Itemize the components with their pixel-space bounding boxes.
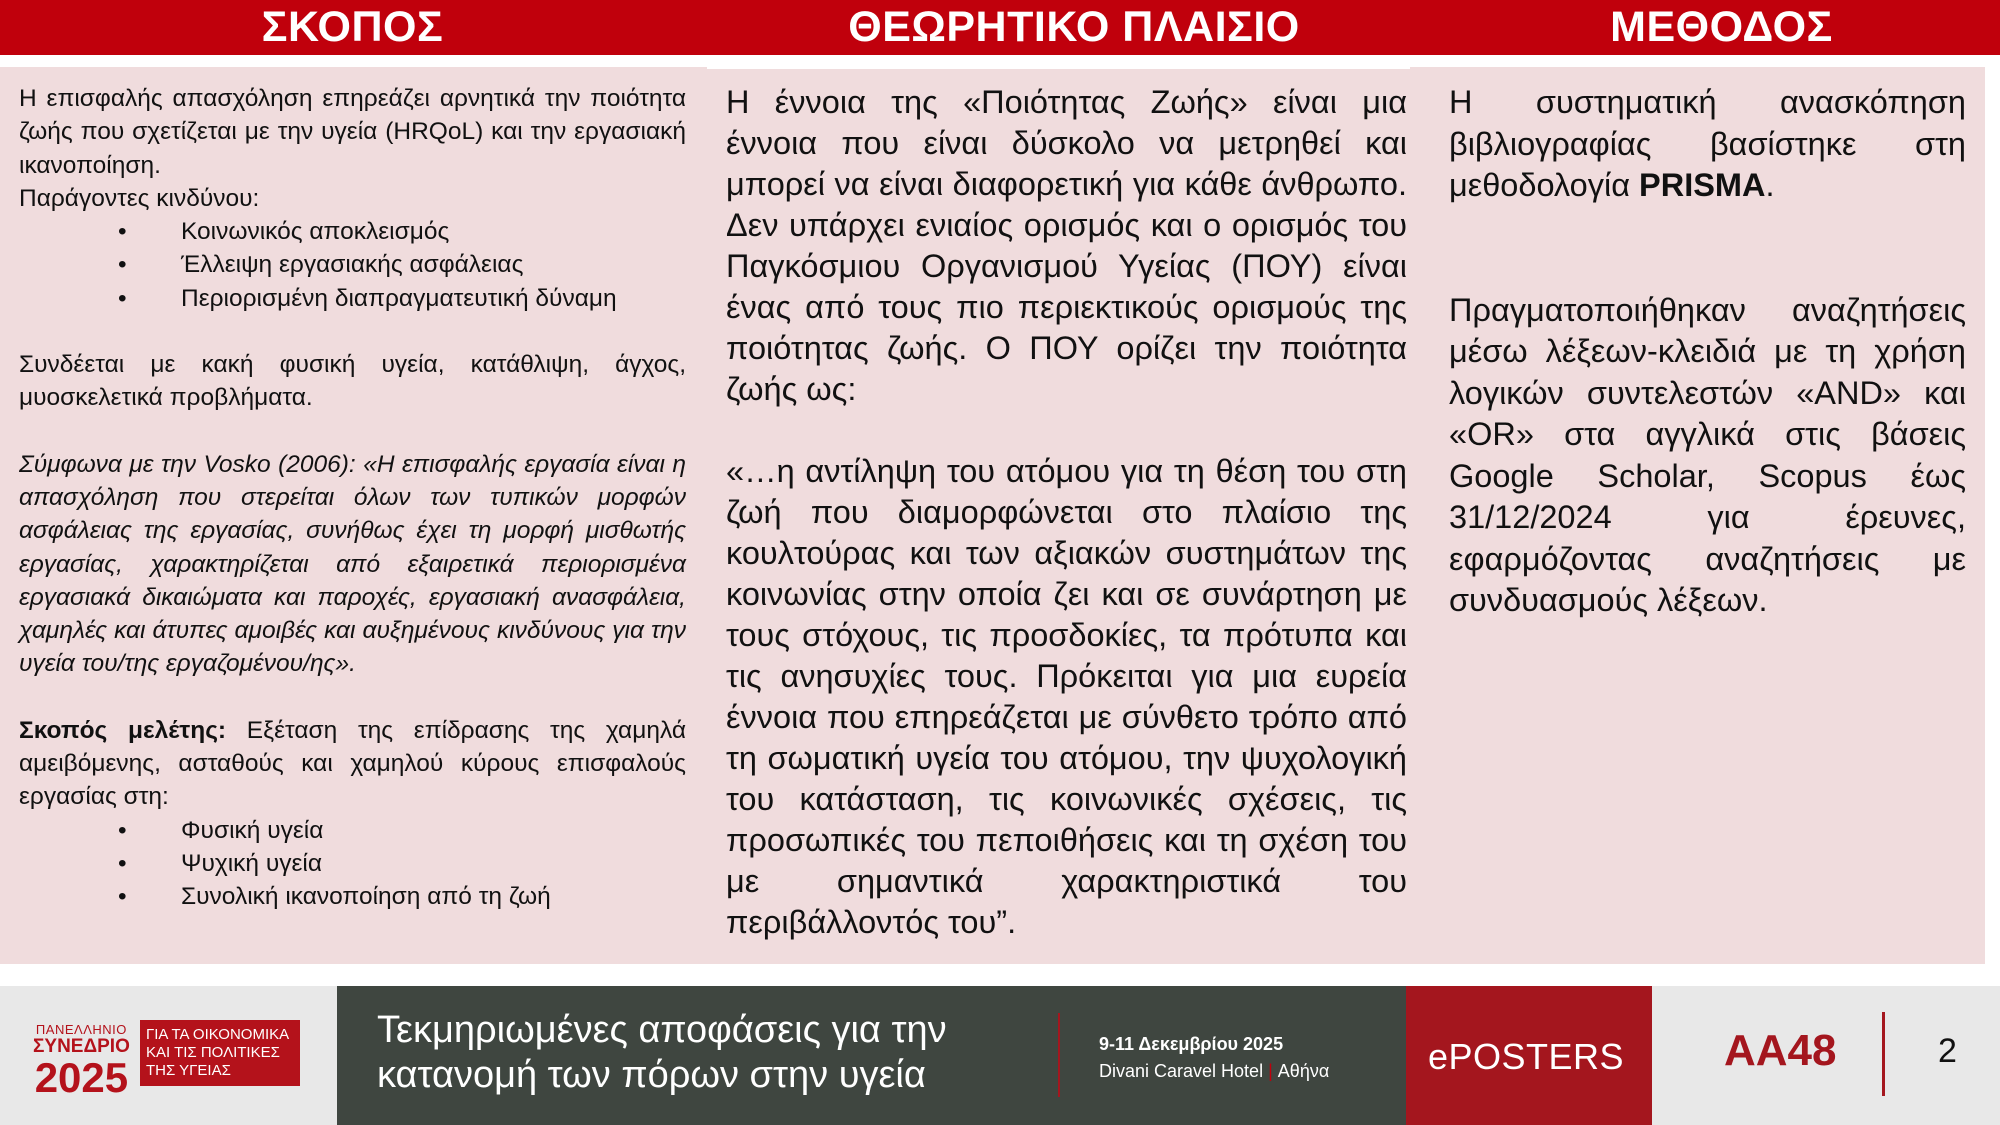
eposters-badge <box>1406 986 1652 1125</box>
divider <box>707 55 1410 69</box>
poster-code: ΑΑ48 <box>1724 1026 1837 1075</box>
eposters-label: ePOSTERS <box>1428 1036 1625 1077</box>
who-definition: «…η αντίληψη του ατόμου για τη θέση του στη ζωή που διαμορφώνεται στο πλαίσιο της κουλτούρας και των αξιακών συστημάτων της κοινωνίας στην οποία ζει και σε συνάρτηση με τους στόχους, τις προσδοκίες, τα πρότυπα και τις ανησυχίες τους. Πρόκειται για μια ευρεία έννοια που επηρεάζεται με σύνθετο τρόπο από τη σωματική υγεία του ατόμου, την ψυχολογική του κατάσταση, τις κοινωνικές σχέσεις, τις προσωπικές του πεποιθήσεις και τη σχέση του με σημαντικά χαρακτηριστικά του περιβάλλοντός του”. <box>726 453 1407 940</box>
conference-title: Τεκμηριωμένες αποφάσεις για την κατανομή των πόρων στην υγεία <box>377 1009 947 1096</box>
list-item: • Κοινωνικός αποκλεισμός <box>19 215 686 248</box>
divider <box>1882 1012 1885 1096</box>
method-search: Πραγματοποιήθηκαν αναζητήσεις μέσω λέξεων-κλειδιά με τη χρήση λογικών συντελεστών «AND» και «OR» στα αγγλικά στις βάσεις Google Scholar, Scopus έως 31/12/2024 για έρευνες, εφαρμόζοντας αναζητήσεις με συνδυασμούς λέξεων. <box>1449 291 1966 618</box>
list-item: • Συνολική ικανοποίηση από τη ζωή <box>19 880 686 913</box>
page-number: 2 <box>1938 1032 1957 1070</box>
divider <box>1058 1013 1060 1097</box>
footer-title-area <box>337 986 1406 1125</box>
list-item: • Ψυχική υγεία <box>19 847 686 880</box>
aim-label: Σκοπός μελέτης: <box>19 716 227 744</box>
scope-intro: Η επισφαλής απασχόληση επηρεάζει αρνητικά την ποιότητα ζωής που σχετίζεται με την υγεία (HRQoL) και την εργασιακή ικανοποίηση. <box>19 85 686 179</box>
risk-list <box>19 215 686 315</box>
framework-panel <box>705 67 1443 964</box>
list-item: • Φυσική υγεία <box>19 814 686 847</box>
list-item: • Περιορισμένη διαπραγματευτική δύναμη <box>19 282 686 315</box>
list-item: • Έλλειψη εργασιακής ασφάλειας <box>19 248 686 281</box>
aim-list <box>19 814 686 914</box>
aim-text: Εξέταση της επίδρασης της χαμηλά αμειβόμενης, ασταθούς και χαμηλού κύρους επισφαλούς εργασίας στη: <box>19 716 686 811</box>
prisma-label: PRISMA <box>1639 167 1766 203</box>
poster-code-area <box>1652 986 2000 1125</box>
framework-intro: Η έννοια της «Ποιότητας Ζωής» είναι μια έννοια που είναι δύσκολο να μετρηθεί και μπορεί να είναι διαφορετική για κάθε άνθρωπο. Δεν υπάρχει ενιαίος ορισμός και ο ορισμός του Παγκόσμιου Οργανισμού Υγείας (ΠΟΥ) είναι ένας από τους πιο περιεκτικούς ορισμούς της ποιότητας ζωής. Ο ΠΟΥ ορίζει την ποιότητα ζωής ως: <box>726 84 1407 407</box>
risk-label: Παράγοντες κινδύνου: <box>19 184 260 212</box>
conference-logo-box: ΓΙΑ ΤΑ ΟΙΚΟΝΟΜΙΚΑ ΚΑΙ ΤΙΣ ΠΟΛΙΤΙΚΕΣ ΤΗΣ ΥΓΕΙΑΣ <box>140 1020 300 1086</box>
conference-date-venue: 9-11 Δεκεμβρίου 2025 Divani Caravel Hotel | Αθήνα <box>1099 1034 1330 1081</box>
method-panel <box>1443 67 1985 964</box>
header-framework: ΘΕΩΡΗΤΙΚΟ ΠΛΑΙΣΙΟ <box>705 0 1443 55</box>
scope-panel <box>0 67 705 964</box>
header-scope: ΣΚΟΠΟΣ <box>0 0 705 55</box>
vosko-quote: Σύμφωνα με την Vosko (2006): «Η επισφαλής εργασία είναι η απασχόληση που στερείται όλων των τυπικών μορφών ασφάλειας της εργασίας, συνήθως έχει τη μορφή μισθωτής εργασίας, χαρακτηρίζεται από εξαιρετικά περιορισμένα εργασιακά δικαιώματα και παροχές, εργασιακή ανασφάλεια, χαμηλές και άτυπες αμοιβές και αυξημένους κινδύνους για την υγεία του/της εργαζομένου/ης». <box>19 450 686 678</box>
header-method: ΜΕΘΟΔΟΣ <box>1443 0 2000 55</box>
footer-logo-area <box>0 986 337 1125</box>
study-aim <box>19 714 686 814</box>
linked-text: Συνδέεται με κακή φυσική υγεία, κατάθλιψη, άγχος, μυοσκελετικά προβλήματα. <box>19 351 686 412</box>
conference-logo: ΠΑΝΕΛΛΗΝΙΟ ΣΥΝΕΔΡΙΟ 2025 <box>33 1022 130 1101</box>
method-intro: Η συστηματική ανασκόπηση βιβλιογραφίας βασίστηκε στη μεθοδολογία PRISMA. <box>1449 84 1966 203</box>
